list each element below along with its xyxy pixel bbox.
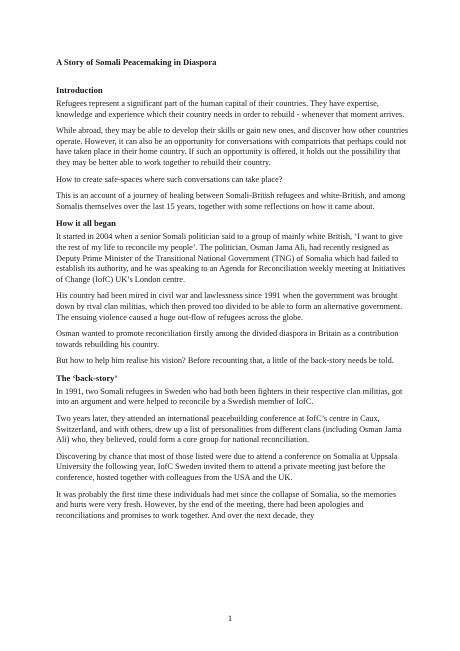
paragraph: But how to help him realise his vision? Before recounting that, a little of the back-story needs be told. [56,356,394,366]
page-number: 1 [227,613,233,623]
paragraph: While abroad, they may be able to develop their skills or gain new ones, and discover how other countries operate. However, it can also be an opportunity for conversations with compatriots that perhaps could not have taken place in their home country. If such an opportunity is offered, it holds out the possibility that they may be better able to work together to rebuild their country. [56,126,409,167]
section-heading-introduction: Introduction [56,85,103,95]
paragraph: Two years later, they attended an international peacebuilding conference at IofC’s centre in Caux, Switzerland, and with others, drew up a list of personalities from different clans (including Osman Jama Ali) who, they believed, could form a core group for national reconciliation. [56,414,402,445]
paragraph: Discovering by chance that most of those listed were due to attend a conference on Somalia at Uppsala University the following year, IofC Sweden invited them to attend a private meeting just before the conference, hosted together with colleagues from the USA and the UK. [56,451,398,483]
paragraph: His country had been mired in civil war and lawlessness since 1991 when the government was brought down by rival clan militias, which then proved too divided to be able to form an alternative government. The ensuing violence caused a huge out-flow of refugees across the globe. [56,291,403,322]
section-heading-how-it-began: How it all began [56,218,116,229]
section-heading-back-story: The ‘back-story’ [56,372,118,383]
paragraph: How to create safe-spaces where such conversations can take place? [56,174,283,184]
paragraph: Osman wanted to promote reconciliation firstly among the divided diaspora in Britain as a contribution towards rebuilding his country. [56,329,399,349]
paragraph: It was probably the first time these individuals had met since the collapse of Somalia, so the memories and hurts were very fresh. However, by the end of the meeting, there had been apologies and reconciliations and promises to work together. And over the next decade, they [56,489,397,520]
paragraph: It started in 2004 when a senior Somali politician said to a group of mainly white British, ‘I want to give the rest of my life to reconcile my people’. The politician, Osman Jama Ali, had recently resigned as Deputy Prime Minister of the Transitional National Government (TNG) of Somalia which had failed to establish its authority, and he was speaking to an Agenda for Reconciliation weekly meeting at Initiatives of Change (IofC) UK’s London centre. [56,232,406,284]
document-title: A Story of Somali Peacemaking in Diaspora [56,57,217,67]
paragraph: In 1991, two Somali refugees in Sweden who had both been fighters in their respective clan militias, got into an argument and were helped to reconcile by a Swedish member of IofC. [56,386,403,407]
page-content [56,57,410,527]
paragraph: Refugees represent a significant part of the human capital of their countries. They have expertise, knowledge and experience which their country needs in order to rebuild - whenever that moment arrives. [56,99,405,119]
paragraph: This is an account of a journey of healing between Somali-British refugees and white-British, and among Somalis themselves over the last 15 years, together with some reflections on how it came about. [56,191,406,211]
